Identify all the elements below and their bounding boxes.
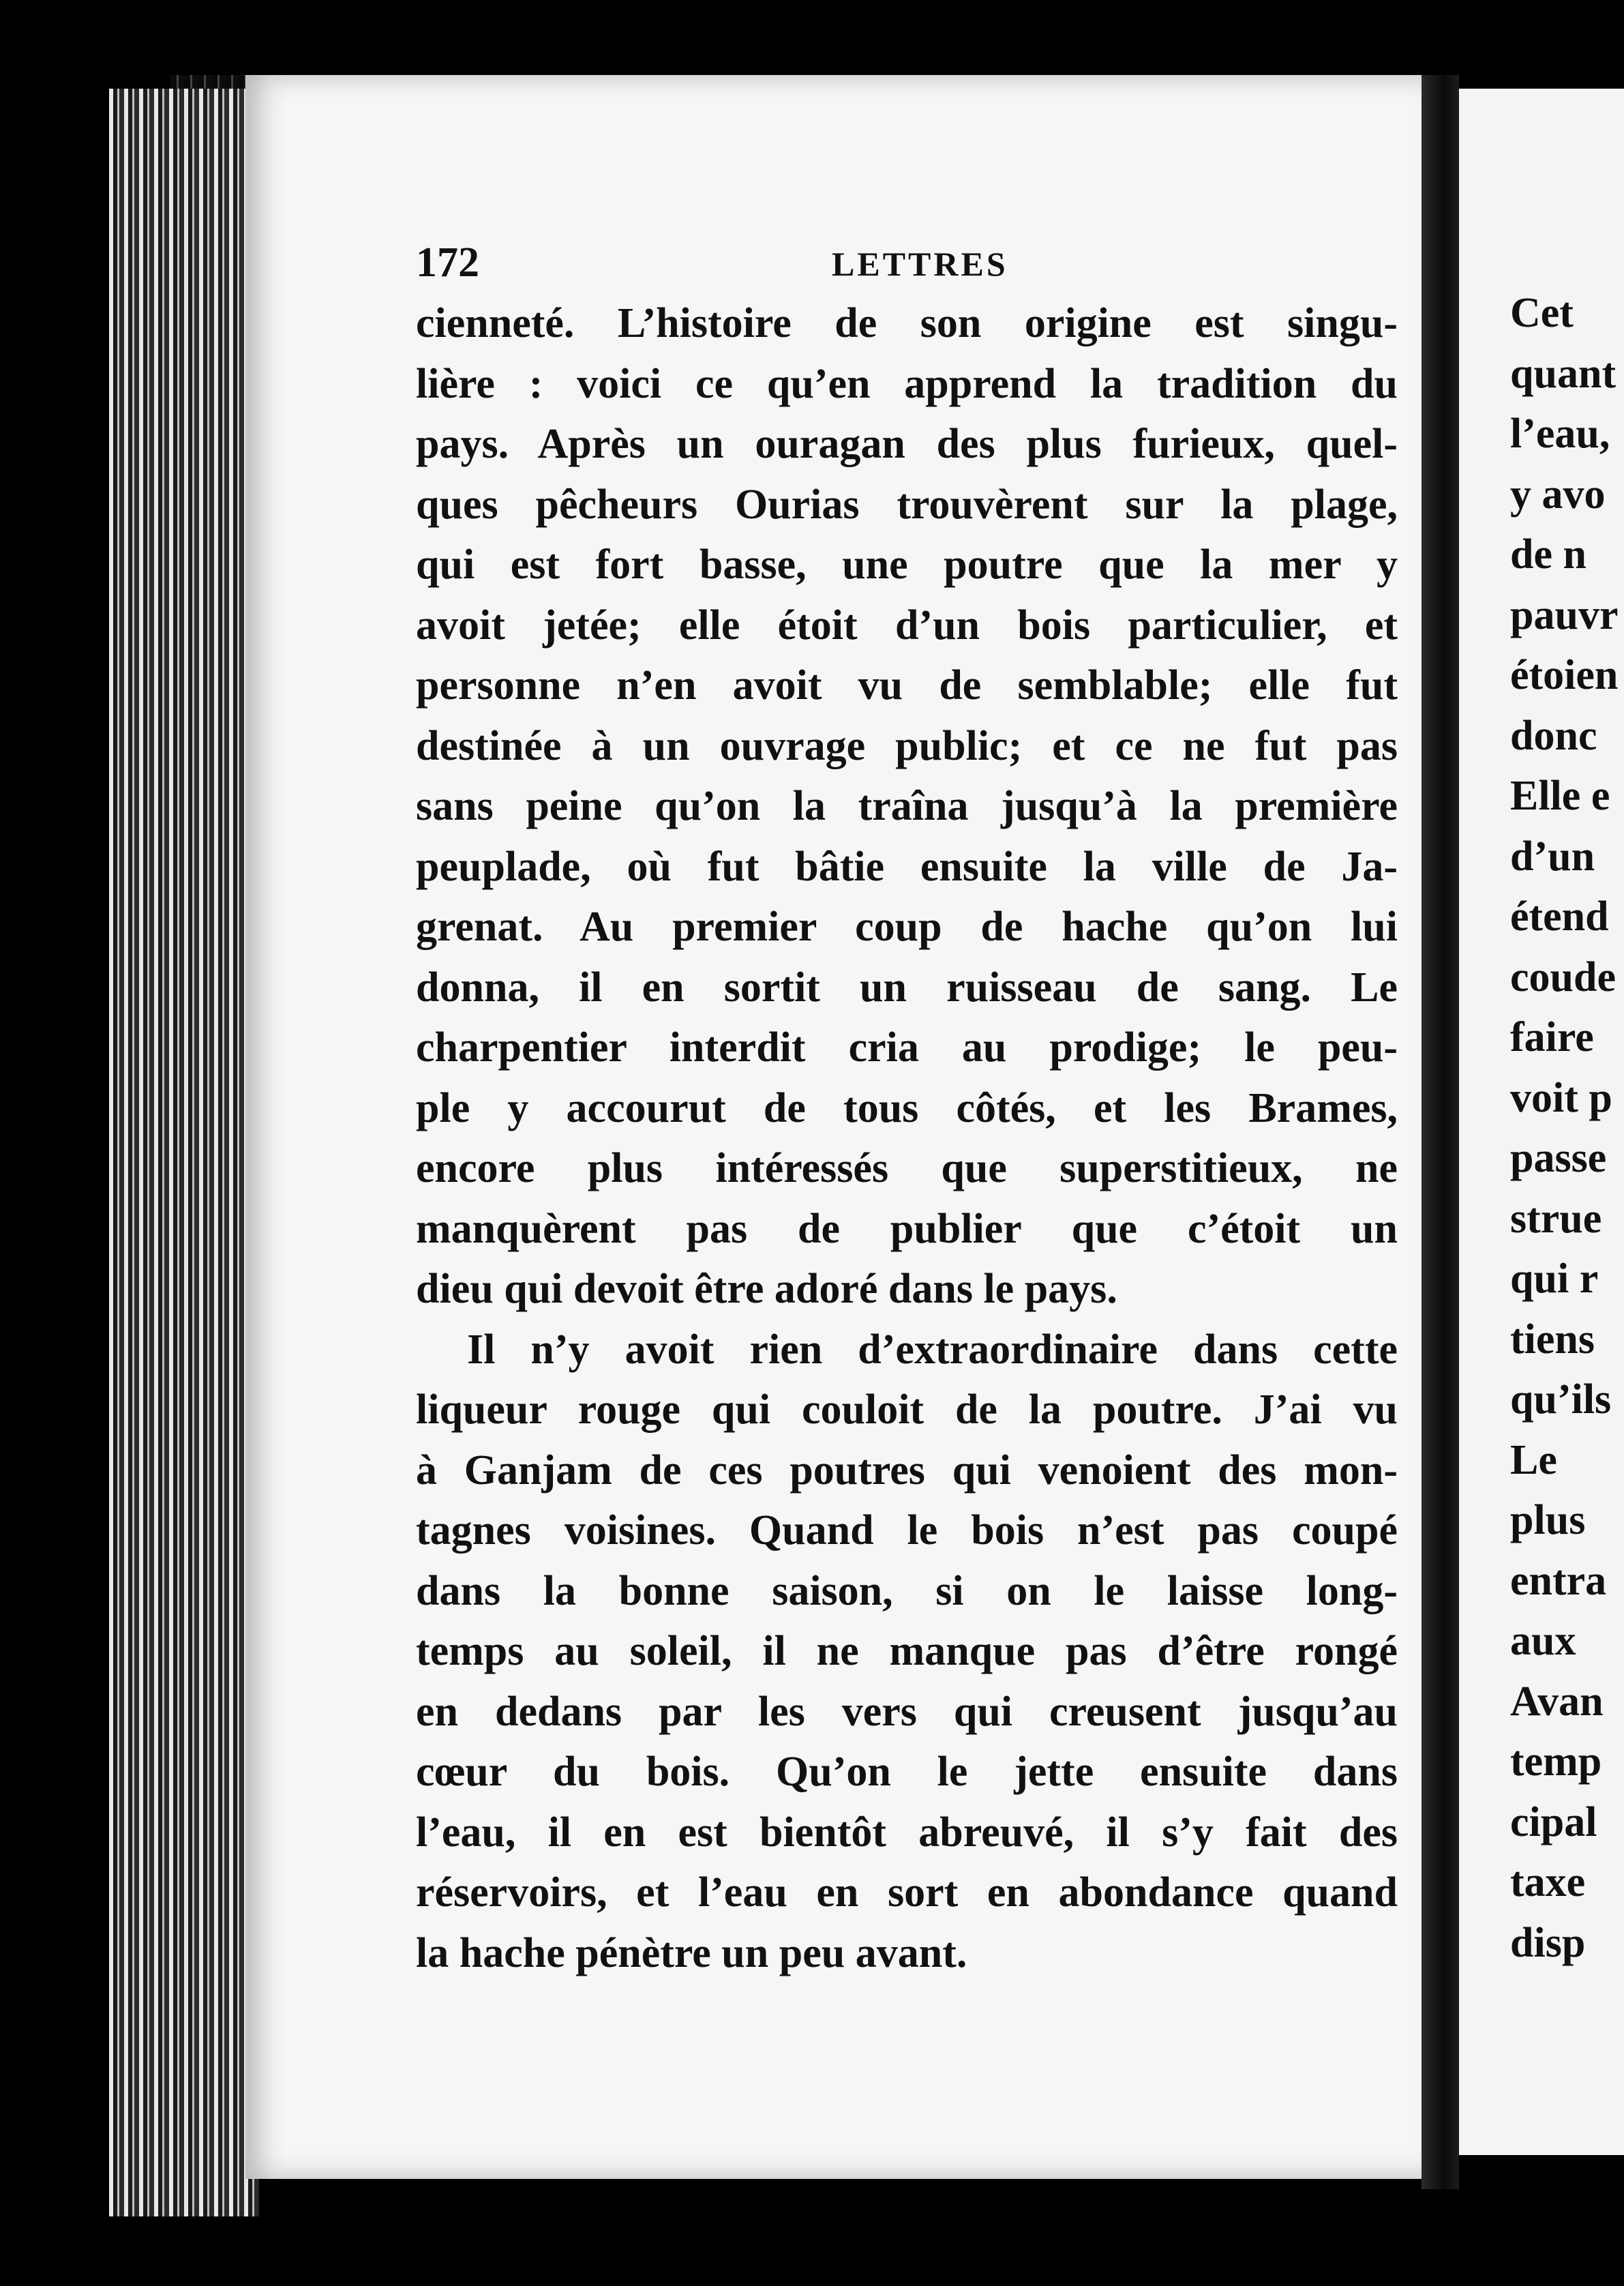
page-body-text	[416, 293, 1398, 1983]
text-line: dieu qui devoit être adoré dans le pays.	[416, 1266, 1117, 1312]
text-line: manquèrent pas de publier que c’étoit un	[416, 1205, 1398, 1252]
text-line: charpentier interdit cria au prodige; le peu-	[416, 1024, 1398, 1071]
next-page-line: étoien	[1510, 652, 1619, 698]
text-line: réservoirs, et l’eau en sort en abondance quand	[416, 1869, 1398, 1916]
next-page-line: Le	[1510, 1436, 1557, 1483]
text-line: ple y accourut de tous côtés, et les Brames,	[416, 1084, 1398, 1131]
stacked-page-edges	[109, 89, 259, 2216]
text-line: personne n’en avoit vu de semblable; elle fut	[416, 662, 1398, 709]
next-page-line: faire	[1510, 1014, 1594, 1060]
text-line: l’eau, il en est bientôt abreuvé, il s’y fait des	[416, 1809, 1398, 1856]
text-line: donna, il en sortit un ruisseau de sang. Le	[416, 964, 1398, 1011]
next-page-line: pauvr	[1510, 591, 1619, 638]
text-line: lière : voici ce qu’en apprend la tradition du	[416, 360, 1398, 407]
text-line: ques pêcheurs Ourias trouvèrent sur la plage,	[416, 481, 1398, 528]
next-page-line: Avan	[1510, 1678, 1604, 1725]
next-page-line: entra	[1510, 1557, 1607, 1604]
next-page-line: tiens	[1510, 1316, 1595, 1363]
text-line: destinée à un ouvrage public; et ce ne fut pas	[416, 722, 1398, 769]
book-gutter	[1422, 75, 1459, 2189]
next-page-line: voit p	[1510, 1074, 1612, 1121]
next-page-line: Cet	[1510, 290, 1574, 336]
running-head: LETTRES	[832, 245, 1008, 283]
next-page-line: disp	[1510, 1919, 1586, 1966]
next-page-line: qui r	[1510, 1256, 1599, 1302]
next-page-line: taxe	[1510, 1859, 1586, 1905]
text-line: cœur du bois. Qu’on le jette ensuite dans	[416, 1749, 1398, 1795]
text-line: Il n’y avoit rien d’extraordinaire dans cette	[467, 1326, 1398, 1373]
text-line: cienneté. L’histoire de son origine est singu-	[416, 300, 1398, 346]
text-line: liqueur rouge qui couloit de la poutre. J’ai vu	[416, 1386, 1398, 1433]
next-page-line: passe	[1510, 1135, 1607, 1181]
text-line: qui est fort basse, une poutre que la mer y	[416, 541, 1398, 588]
text-line: pays. Après un ouragan des plus furieux, quel-	[416, 421, 1398, 467]
text-line: grenat. Au premier coup de hache qu’on lui	[416, 904, 1398, 950]
next-page-line: Elle e	[1510, 773, 1610, 819]
next-page-text	[1510, 283, 1618, 1973]
next-page-line: cipal	[1510, 1798, 1597, 1845]
page-header	[416, 239, 1398, 286]
next-page-line: qu’ils	[1510, 1376, 1612, 1423]
text-line: peuplade, où fut bâtie ensuite la ville de Ja-	[416, 843, 1398, 890]
text-line: dans la bonne saison, si on le laisse long-	[416, 1567, 1398, 1614]
text-line: tagnes voisines. Quand le bois n’est pas coupé	[416, 1507, 1398, 1554]
text-line: sans peine qu’on la traîna jusqu’à la première	[416, 783, 1398, 829]
next-page-line: l’eau,	[1510, 411, 1610, 457]
next-page-line: strue	[1510, 1195, 1602, 1242]
next-page-line: donc	[1510, 712, 1597, 759]
text-line: en dedans par les vers qui creusent jusqu’au	[416, 1688, 1398, 1735]
next-page-line: coude	[1510, 953, 1616, 1000]
next-page-line: temp	[1510, 1738, 1602, 1785]
text-line: avoit jetée; elle étoit d’un bois particulier, et	[416, 602, 1398, 649]
text-line: temps au soleil, il ne manque pas d’être rongé	[416, 1628, 1398, 1674]
next-page-line: étend	[1510, 893, 1609, 940]
text-line: encore plus intéressés que superstitieux, ne	[416, 1145, 1398, 1191]
next-page-line: d’un	[1510, 833, 1595, 880]
text-line: la hache pénètre un peu avant.	[416, 1929, 967, 1976]
text-line: à Ganjam de ces poutres qui venoient des mon-	[416, 1446, 1398, 1494]
next-page-line: aux	[1510, 1618, 1576, 1664]
next-page-line: quant	[1510, 350, 1617, 397]
page-number: 172	[416, 239, 479, 286]
next-page-line: y avo	[1510, 471, 1606, 518]
next-page-line: de n	[1510, 531, 1587, 578]
next-page-line: plus	[1510, 1497, 1586, 1543]
